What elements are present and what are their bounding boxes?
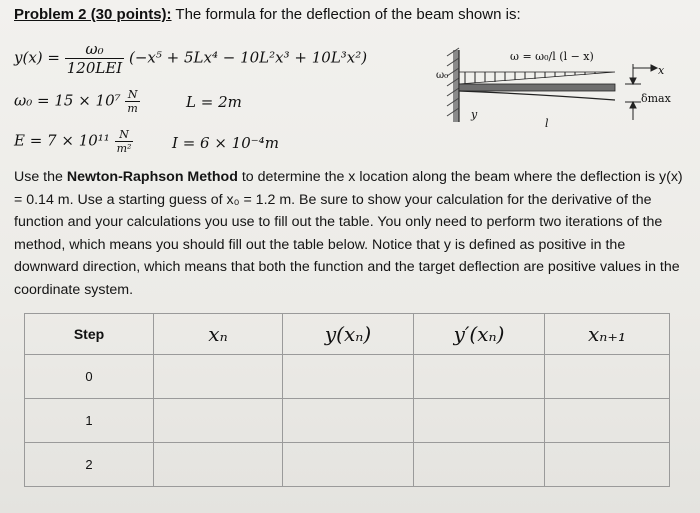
length-parameter: L = 2m (186, 93, 242, 111)
yxn-cell[interactable] (283, 399, 414, 443)
w0-diagram-label: ω₀ (436, 70, 449, 81)
header-ypxn: y′(xₙ) (414, 314, 545, 355)
ypxn-cell[interactable] (414, 355, 545, 399)
instructions-part1: Use the (14, 169, 67, 185)
w0-unit (125, 88, 139, 115)
step-cell: 2 (25, 443, 154, 487)
method-name: Newton-Raphson Method (66, 169, 238, 185)
xn1-cell[interactable] (545, 355, 670, 399)
x-axis-label: x (658, 64, 665, 77)
load-label: ω = ω₀/l (l − x) (510, 50, 594, 63)
xn1-cell[interactable] (545, 399, 670, 443)
yxn-cell[interactable] (283, 443, 414, 487)
header-yxn: y(xₙ) (283, 314, 414, 355)
deflection-formula (14, 40, 367, 77)
formula-polynomial: (−x⁵ + 5Lx⁴ − 10L²x³ + 10L³x²) (129, 48, 368, 67)
problem-title (14, 6, 521, 23)
formula-numerator: ω₀ (65, 40, 124, 59)
w0-value: ω₀ = 15 × 10⁷ (14, 91, 121, 110)
table-header-row (25, 314, 670, 355)
w0-unit-num: N (125, 88, 139, 102)
formula-lhs: y(x) = (14, 48, 60, 67)
ypxn-cell[interactable] (414, 443, 545, 487)
xn-cell[interactable] (154, 443, 283, 487)
table-row (25, 355, 670, 399)
xn1-cell[interactable] (545, 443, 670, 487)
e-unit-num: N (115, 128, 134, 142)
w0-unit-den: m (127, 102, 138, 115)
step-cell: 1 (25, 399, 154, 443)
instructions-part2: to determine the x location along the beam where the deflection is y(x) = 0.14 m. Use a starting guess of x₀ = 1.2 m. Be sure to show your calculation for the derivative of the function and your calculations you use to fill out the table. You only need to perform two iterations of the method, which means you should fill out the table below. Notice that y is defined as positive in the downward direction, which means that both the function and the target deflection are positive values in the coordinate system. (14, 169, 683, 298)
header-xn: xₙ (154, 314, 283, 355)
ypxn-cell[interactable] (414, 399, 545, 443)
e-unit (115, 128, 134, 155)
delta-max-label: δmax (641, 92, 671, 105)
w0-parameter (14, 88, 140, 115)
table-row (25, 399, 670, 443)
step-cell: 0 (25, 355, 154, 399)
instructions-paragraph (14, 166, 686, 301)
formula-denominator: 120LEI (66, 59, 123, 77)
problem-statement: The formula for the deflection of the beam shown is: (171, 6, 521, 23)
table-row (25, 443, 670, 487)
formula-fraction (65, 40, 124, 77)
length-label: l (545, 117, 549, 130)
yxn-cell[interactable] (283, 355, 414, 399)
e-unit-den: m² (116, 142, 132, 155)
e-value: E = 7 × 10¹¹ (14, 131, 110, 150)
fixed-wall-icon (447, 48, 459, 122)
problem-heading: Problem 2 (30 points): (14, 6, 172, 23)
xn-cell[interactable] (154, 399, 283, 443)
y-axis-label: y (471, 108, 478, 121)
xn-cell[interactable] (154, 355, 283, 399)
iteration-table (24, 313, 670, 487)
e-parameter (14, 128, 133, 155)
distributed-load-icon (459, 72, 615, 84)
beam-icon (459, 84, 615, 100)
header-xn1: xₙ₊₁ (545, 314, 670, 355)
header-step: Step (25, 314, 154, 355)
inertia-parameter: I = 6 × 10⁻⁴m (172, 134, 279, 152)
